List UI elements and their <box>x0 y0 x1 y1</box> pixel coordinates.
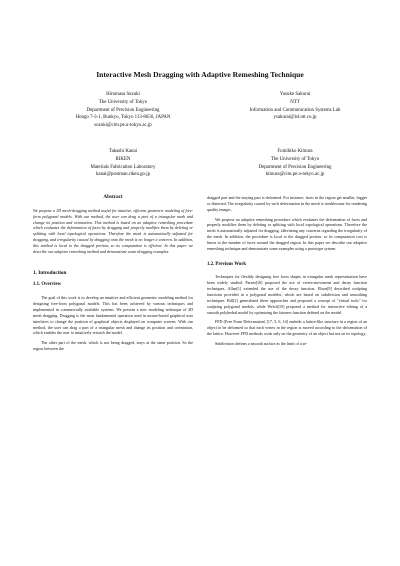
author-department: Department of Precision Engineering <box>258 164 332 170</box>
body-paragraph: dragged part and the staying part is deformed. For instance, faces in the region get smaller, bigger or distorted. The irregularity caused by such deformation in the mesh is troublesome for rendering quality images. <box>207 195 367 212</box>
body-paragraph: The other part of the mesh, which is not being dragged, stays at the same position. So the region between the <box>33 340 193 352</box>
author-email: ysakurai@isl.ntt.co.jp <box>273 115 317 121</box>
abstract-text: We propose a 3D mesh-dragging method useful for intuitive, efficient geometric modeling of free-form polygonal models. With our method, the user can drag a part of a triangular mesh and change its position and orientation. This method is based on an adaptive remeshing procedure which evaluates the deformation of faces by dragging and properly modifies them by deleting or splitting with local topological operations. Therefore the mesh is automatically adjusted for dragging, and irregularity caused by dragging onto the mesh is no longer a concern. In addition, this method is local to the dragged portion, so its computation is efficient. In this paper we describe our adaptive remeshing method and demonstrate some dragging examples. <box>33 207 193 254</box>
author-block-kimura <box>210 148 380 179</box>
body-paragraph: We propose an adaptive remeshing procedure which evaluates the deformation of faces and properly modifies them by deleting or splitting with local topological operations. Therefore the mesh is automatically adjusted for dragging, alleviating any concerns regarding the irregularity of the mesh. In addition, the procedure is local to the dragged portion, so its computation cost is linear to the number of faces around the dragged region. In this paper we describe our adaptive remeshing technique and demonstrate some examples using a prototype system. <box>207 216 367 251</box>
subsection-heading-overview: 1.1. Overview <box>33 282 62 288</box>
section-heading-introduction: 1. Introduction <box>33 269 67 276</box>
author-name: Yusuke Sakurai <box>279 92 311 97</box>
author-name: Takashi Kanai <box>108 149 138 154</box>
author-department: Information and Communication Systems Lab <box>249 107 341 113</box>
author-affiliation: NTT <box>290 99 300 105</box>
author-block-suzuki <box>58 91 188 130</box>
author-department: Department of Precision Engineering <box>86 107 160 113</box>
author-block-sakurai <box>210 91 380 122</box>
author-email: kanai@postman.riken.go.jp <box>95 172 151 178</box>
subsection-heading-previous-work: 1.2. Previous Work <box>207 261 247 267</box>
body-paragraph: The goal of this work is to develop an intuitive and efficient geometric modeling method for designing free-form polygonal models. This has been achieved by various techniques and implemented in commercially available systems. We present a new modeling technique of 3D mesh dragging. Dragging is the most fundamental operation used in mouse-based graphical user interfaces to change the position of graphical objects displayed on computer screens. With our method, the user can drag a part of a triangular mesh and change its position and orientation, which enables the user to intuitively retouch the model. <box>33 295 193 336</box>
body-paragraph: FFD (Free Form Deformation) [17, 5, 6, 14] embeds a lattice-like structure in a region of an object to be deformed so that each vertex in the region is moved according to the deformation of the lattice. However FFD methods work only on the geometry of an object but not on its topology. <box>207 319 367 337</box>
author-name: Hiromasa Suzuki <box>106 92 140 97</box>
author-name: Fumihiko Kimura <box>277 149 313 154</box>
author-affiliation: RIKEN <box>115 156 131 162</box>
author-affiliation: The University of Tokyo <box>98 99 148 105</box>
paper-title: Interactive Mesh Dragging with Adaptive Remeshing Technique <box>96 70 304 79</box>
author-email: kimura@cim.pe.u-tokyo.ac.jp <box>265 172 325 178</box>
right-column <box>207 195 367 349</box>
author-address: Hongo 7-3-1, Bunkyo, Tokyo 113-8656, JAPAN <box>75 115 171 121</box>
left-column <box>33 195 193 354</box>
body-paragraph: Techniques for flexibly designing free form shapes in triangular mesh representation have been widely studied. Parent[16] proposed the use of vertex-movement and decay function techniques. Allan[1] extended the use of the decay function. Elson[9] described sculpting functions provided in a polygonal modeler, which are based on subdivision and smoothing techniques. Bill[2] generalized these approaches and proposed a concept of "virtual tools" for sculpting polygonal models, while Welch[19] proposed a method for interactive editing of a smooth polyhedral model by optimizing the fairness function defined on the model. <box>207 274 367 315</box>
author-affiliation: The University of Tokyo <box>270 156 320 162</box>
author-department: Materials Fabrication Laboratory <box>90 164 156 170</box>
author-block-kanai <box>58 148 188 179</box>
author-email: suzuki@cim.pe.u-tokyo.ac.jp <box>94 123 152 129</box>
body-paragraph: Subdivision defines a smooth surface as the limit of a se- <box>215 340 308 346</box>
abstract-heading: Abstract <box>103 194 123 200</box>
